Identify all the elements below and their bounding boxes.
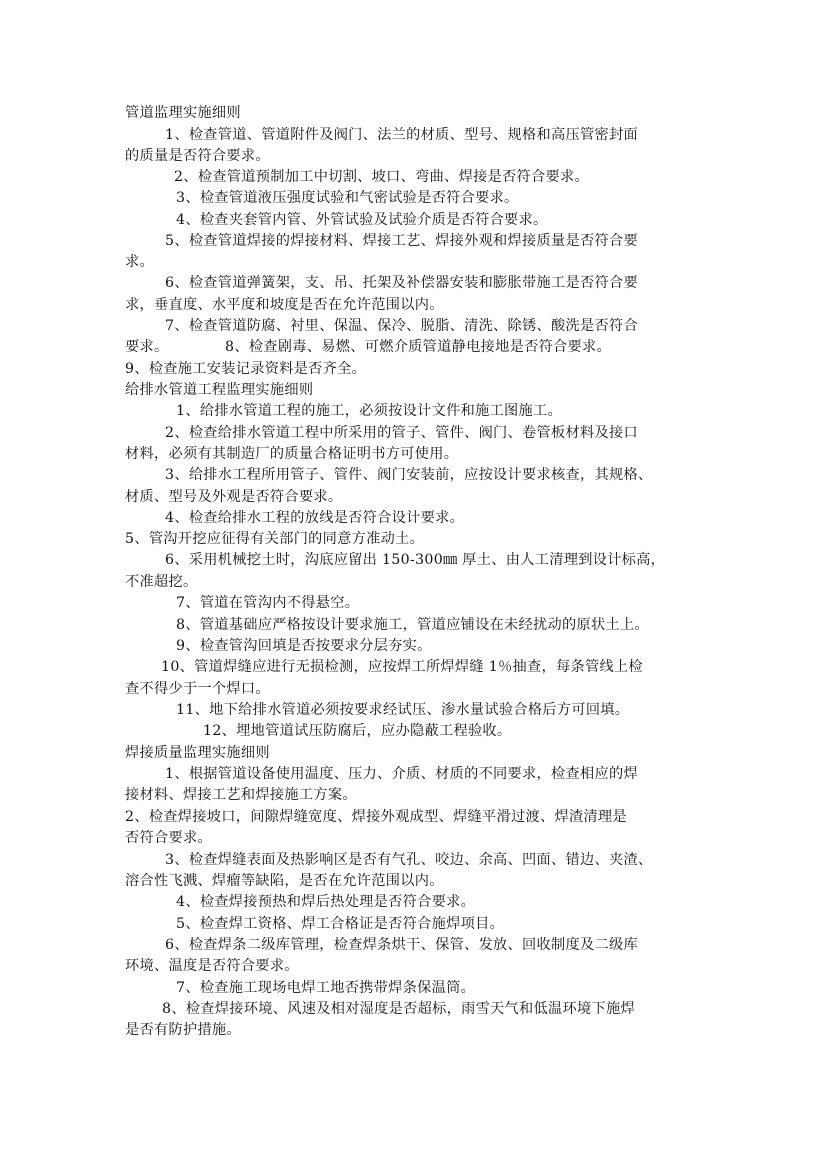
paragraph-line: 不准超挖。 (125, 574, 198, 590)
paragraph-line: 溶合性飞溅、焊瘤等缺陷，是否在允许范围以内。 (125, 873, 444, 889)
paragraph-line: 4、检查夹套管内管、外管试验及试验介质是否符合要求。 (176, 212, 548, 228)
paragraph-line: 求。 (125, 254, 154, 270)
paragraph-line: 3、给排水工程所用管子、管件、阀门安装前，应按设计要求核查，其规格、 (165, 467, 653, 483)
paragraph-line: 7、检查施工现场电焊工地否携带焊条保温筒。 (176, 980, 476, 996)
paragraph-line: 要求。 (125, 339, 169, 355)
paragraph-line: 8、管道基础应严格按设计要求施工，管道应铺设在未经扰动的原状土上。 (176, 617, 649, 633)
paragraph-line: 6、检查管道弹簧架，支、吊、托架及补偿器安装和膨胀带施工是否符合要 (165, 275, 638, 291)
paragraph-line: 求，垂直度、水平度和坡度是否在允许范围以内。 (125, 297, 444, 313)
section-title-pipeline: 管道监理实施细则 (125, 105, 241, 121)
paragraph-line: 5、检查焊工资格、焊工合格证是否符合施焊项目。 (176, 916, 505, 932)
paragraph-line: 12、埋地管道试压防腐后，应办隐蔽工程验收。 (203, 723, 512, 739)
paragraph-line: 2、检查焊接坡口，间隙焊缝宽度、焊接外观成型、焊缝平滑过渡、焊渣清理是 (125, 809, 627, 825)
paragraph-line: 否符合要求。 (125, 830, 212, 846)
paragraph-line: 1、检查管道、管道附件及阀门、法兰的材质、型号、规格和高压管密封面 (165, 127, 638, 143)
paragraph-line: 材料，必须有其制造厂的质量合格证明书方可使用。 (125, 446, 459, 462)
paragraph-line: 7、管道在管沟内不得悬空。 (176, 595, 360, 611)
paragraph-line: 2、检查给排水管道工程中所采用的管子、管件、阀门、卷管板材料及接口 (165, 425, 638, 441)
paragraph-line: 接材料、焊接工艺和焊接施工方案。 (125, 787, 357, 803)
paragraph-line: 10、管道焊缝应进行无损检测，应按焊工所焊焊缝 1％抽查，每条管线上检 (161, 659, 643, 675)
paragraph-line: 8、检查剧毒、易燃、可燃介质管道静电接地是否符合要求。 (225, 339, 612, 355)
paragraph-line: 5、管沟开挖应征得有关部门的同意方准动土。 (125, 531, 425, 547)
paragraph-line: 材质、型号及外观是否符合要求。 (125, 489, 343, 505)
paragraph-line: 2、检查管道预制加工中切割、坡口、弯曲、焊接是否符合要求。 (174, 169, 589, 185)
paragraph-line: 1、给排水管道工程的施工，必须按设计文件和施工图施工。 (176, 403, 563, 419)
paragraph-line: 5、检查管道焊接的焊接材料、焊接工艺、焊接外观和焊接质量是否符合要 (165, 233, 638, 249)
paragraph-line: 9、检查施工安装记录资料是否齐全。 (125, 361, 367, 377)
paragraph-line: 环境、温度是否符合要求。 (125, 958, 299, 974)
paragraph-line: 7、检查管道防腐、衬里、保温、保冷、脱脂、清洗、除锈、酸洗是否符合 (165, 318, 638, 334)
paragraph-line: 1、根据管道设备使用温度、压力、介质、材质的不同要求，检查相应的焊 (165, 766, 638, 782)
paragraph-line: 4、检查焊接预热和焊后热处理是否符合要求。 (176, 894, 476, 910)
paragraph-line: 4、检查给排水工程的放线是否符合设计要求。 (165, 510, 465, 526)
paragraph-line: 8、检查焊接环境、风速及相对湿度是否超标，雨雪天气和低温环境下施焊 (162, 1001, 635, 1017)
section-title-welding: 焊接质量监理实施细则 (125, 745, 270, 761)
paragraph-line: 3、检查管道液压强度试验和气密试验是否符合要求。 (176, 190, 519, 206)
paragraph-line: 的质量是否符合要求。 (125, 148, 270, 164)
section-title-water: 给排水管道工程监理实施细则 (125, 382, 314, 398)
paragraph-line: 9、检查管沟回填是否按要求分层夯实。 (176, 638, 432, 654)
paragraph-line: 11、地下给排水管道必须按要求经试压、渗水量试验合格后方可回填。 (176, 702, 630, 718)
paragraph-line: 是否有防护措施。 (125, 1022, 241, 1038)
paragraph-line: 6、检查焊条二级库管理，检查焊条烘干、保管、发放、回收制度及二级库 (165, 937, 638, 953)
paragraph-line: 3、检查焊缝表面及热影响区是否有气孔、咬边、余高、凹面、错边、夹渣、 (165, 852, 653, 868)
paragraph-line: 6、采用机械挖土时，沟底应留出 150-300㎜ 厚土、由人工清理到设计标高， (165, 552, 666, 568)
paragraph-line: 查不得少于一个焊口。 (125, 681, 270, 697)
